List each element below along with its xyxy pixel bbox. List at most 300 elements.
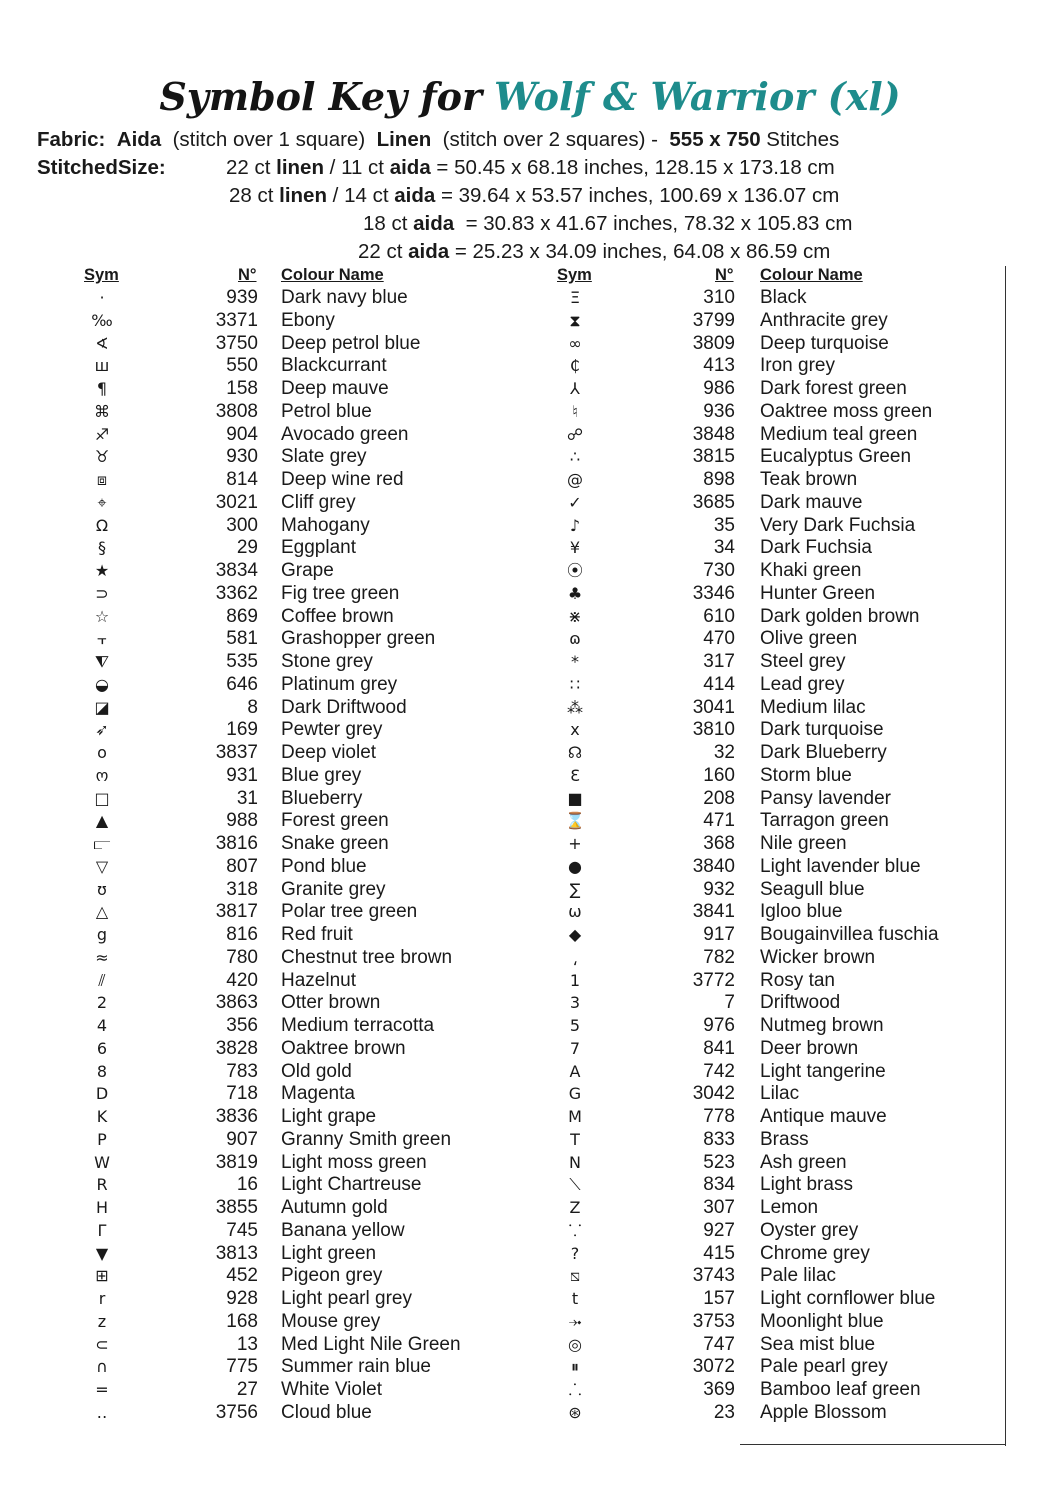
table-row [0,332,889,356]
floss-number: 745 [226,1219,258,1241]
table-row [0,764,852,788]
table-row [0,878,865,902]
floss-number: 310 [703,287,735,308]
colour-name: Med Light Nile Green [281,1333,461,1355]
symbol-glyph: ⌘ [94,401,110,421]
floss-number: 841 [703,1037,735,1059]
colour-name: Sea mist blue [760,1333,876,1355]
table-row [0,582,876,606]
colour-name: Mouse grey [281,1310,381,1332]
symbol-glyph: ⌛ [565,811,585,831]
colour-name: Very Dark Fuchsia [760,514,916,536]
stitched-size-label: StitchedSize: [37,156,166,179]
symbol-glyph: ▽ [95,856,109,876]
floss-number: 3750 [215,332,258,354]
fabric-label: Fabric: [37,128,106,151]
colour-name: Light Chartreuse [281,1174,422,1196]
symbol-glyph: ≈ [95,947,109,967]
table-row [0,1356,888,1379]
floss-number: 869 [226,605,258,627]
colour-name: Driftwood [760,992,841,1014]
header-num-right: N° [715,266,734,284]
floss-number: 452 [226,1265,258,1287]
colour-name: Pale pearl grey [760,1356,888,1378]
symbol-glyph: o [97,743,107,762]
symbol-glyph: @ [567,470,583,489]
floss-number: 3855 [215,1197,258,1218]
colour-name: Light brass [760,1174,853,1196]
colour-name: Rosy tan [760,969,835,991]
colour-name: Teak brown [760,469,858,490]
floss-number: 904 [226,423,258,445]
symbol-glyph: ◒ [95,674,109,694]
floss-number: 3371 [215,309,258,331]
symbol-glyph: 5 [569,1016,581,1035]
colour-name: Olive green [760,628,858,650]
symbol-glyph: ⸲ [572,947,578,967]
colour-name: Summer rain blue [281,1356,431,1378]
symbol-glyph: Ξ [569,288,581,307]
floss-number: 3813 [215,1242,258,1264]
colour-name: Anthracite grey [760,309,888,331]
colour-name: Petrol blue [281,400,372,422]
colour-name: Wicker brown [760,946,876,968]
floss-number: 356 [226,1015,258,1036]
symbol-glyph: ‥ [96,1402,108,1422]
table-row [0,1288,936,1311]
symbol-glyph: ʊ [97,879,107,899]
colour-name: Ash green [760,1151,847,1173]
symbol-glyph: ⁂ [567,697,583,717]
symbol-glyph: t [571,1289,579,1308]
symbol-glyph: ∢ [95,333,109,353]
colour-name: Deer brown [760,1037,859,1059]
colour-name: Granite grey [281,878,386,900]
colour-name: Snake green [281,833,389,854]
colour-name: Dark Driftwood [281,696,407,718]
colour-name: Seagull blue [760,878,865,900]
symbol-glyph: 6 [96,1038,108,1058]
floss-number: 3743 [692,1265,735,1287]
table-row [0,1242,870,1266]
table-row [0,1037,859,1061]
symbol-glyph: ∷ [569,674,581,694]
colour-name: Eucalyptus Green [760,446,912,468]
floss-number: 7 [724,992,735,1014]
symbol-glyph: A [569,1061,581,1081]
table-row [0,469,858,492]
symbol-glyph: ⊞ [95,1266,109,1286]
stitch-count-label: Stitches [766,128,840,151]
colour-name: Cliff grey [281,491,356,513]
colour-name: Light cornflower blue [760,1288,936,1309]
table-row [0,1333,876,1357]
floss-number: 3362 [215,582,258,604]
colour-name: Light grape [281,1106,377,1127]
symbol-glyph: ☆ [94,606,110,626]
floss-number: 8 [247,696,258,718]
colour-name: Granny Smith green [281,1128,452,1150]
symbol-glyph: ⋇ [568,606,582,626]
symbol-glyph: □ [94,788,110,808]
floss-number: 32 [713,742,735,763]
floss-number: 814 [226,469,258,490]
floss-number: 160 [703,764,735,786]
floss-number: 646 [226,673,258,695]
symbol-glyph: ⫟ [97,629,107,649]
floss-number: 3772 [692,969,735,991]
symbol-glyph: G [568,1084,582,1104]
colour-name: Pale lilac [760,1265,837,1287]
table-row [0,810,889,833]
symbol-glyph: 8 [96,1061,108,1081]
colour-name: Chestnut tree brown [281,946,453,968]
colour-name: Deep wine red [281,469,404,490]
symbol-glyph: ⊃ [95,583,109,603]
symbol-glyph: T [570,1129,580,1149]
header-sym-left: Sym [84,266,119,284]
symbol-glyph: ∴ [569,447,581,467]
colour-name: Medium terracotta [281,1015,435,1036]
symbol-glyph: ● [568,856,582,876]
floss-number: 782 [703,946,735,968]
symbol-glyph: ‰ [91,310,113,330]
symbol-glyph: ⸪ [568,1220,582,1240]
floss-number: 420 [226,969,258,991]
symbol-glyph: ✓ [568,492,582,512]
page-title [0,74,1060,119]
symbol-glyph: Z [569,1198,581,1217]
floss-number: 27 [236,1379,258,1400]
symbol-glyph: D [95,1084,109,1104]
floss-number: 318 [226,878,258,900]
floss-number: 939 [226,287,258,308]
floss-number: 3756 [215,1401,258,1423]
floss-number: 550 [226,355,258,377]
symbol-glyph: ⫍ [93,834,111,853]
floss-number: 928 [226,1288,258,1309]
floss-number: 3837 [215,742,258,763]
floss-number: 730 [703,560,735,581]
table-row [0,946,876,970]
symbol-glyph: Ɛ [570,765,580,785]
fabric-line [37,128,839,152]
floss-number: 816 [226,924,258,945]
table-row [0,742,887,765]
floss-number: 3809 [692,332,735,354]
floss-number: 3848 [692,423,735,445]
floss-number: 927 [703,1219,735,1241]
title-pattern-name: Wolf & Warrior (xl) [494,74,901,119]
floss-number: 807 [226,855,258,877]
colour-name: Red fruit [281,924,353,945]
floss-number: 986 [703,378,735,399]
symbol-glyph: Ω [95,515,109,535]
floss-number: 976 [703,1015,735,1036]
table-row [0,696,866,720]
symbol-glyph: ∑ [569,879,581,899]
colour-name: Oaktree moss green [760,400,933,422]
colour-name: Dark navy blue [281,287,408,308]
colour-name: Light green [281,1242,377,1264]
symbol-glyph: ⧗ [569,310,581,330]
symbol-glyph: ■ [567,788,583,808]
colour-name: Cloud blue [281,1401,372,1423]
symbol-glyph: ♪ [569,515,581,535]
floss-number: 747 [703,1333,735,1355]
floss-number: 470 [703,628,735,650]
floss-number: 13 [236,1333,258,1355]
floss-number: 208 [703,787,735,809]
symbol-glyph: ⊛ [568,1402,582,1422]
colour-name: Bougainvillea fuschia [760,924,939,945]
symbol-glyph: ★ [94,561,110,580]
colour-name: Dark forest green [760,378,907,399]
symbol-glyph: ɷ [569,629,581,649]
symbol-glyph: g [96,925,108,944]
symbol-glyph: z [97,1311,107,1331]
symbol-glyph: ⅄ [570,379,580,398]
table-row [0,1128,809,1152]
table-row [0,423,918,447]
colour-name: Light lavender blue [760,855,921,877]
floss-number: 317 [703,651,735,672]
floss-number: 535 [226,651,258,672]
floss-number: 523 [703,1151,735,1173]
symbol-glyph: ◆ [568,925,582,944]
table-row [0,1197,819,1220]
colour-name: Polar tree green [281,901,418,923]
table-row [0,855,921,879]
symbol-glyph: ? [570,1243,580,1263]
table-row [0,446,912,469]
symbol-glyph: ⊂ [95,1334,109,1354]
colour-name: Pigeon grey [281,1265,383,1287]
floss-number: 34 [713,537,735,559]
table-row [0,378,907,401]
symbol-glyph: ⟍ [569,1175,581,1195]
floss-number: 778 [703,1106,735,1127]
floss-number: 833 [703,1128,735,1150]
symbol-glyph: ◪ [94,697,110,717]
symbol-glyph: ⦿ [566,561,583,580]
floss-number: 3685 [692,491,735,513]
floss-number: 907 [226,1128,258,1150]
colour-name: Chrome grey [760,1242,870,1264]
floss-number: 780 [226,946,258,968]
symbol-glyph: ¶ [96,379,108,398]
colour-name: Dark Fuchsia [760,537,872,559]
floss-number: 471 [703,810,735,832]
colour-name: Pansy lavender [760,787,891,809]
symbol-glyph: ⸫ [568,1380,582,1399]
floss-number: 414 [703,673,735,695]
symbol-glyph: ω [568,902,582,922]
colour-name: Storm blue [760,764,852,786]
floss-number: 3828 [215,1037,258,1059]
symbol-glyph: ⌖ [97,492,107,512]
colour-name: Dark Blueberry [760,742,887,763]
symbol-glyph: ⏸ [570,1357,579,1377]
colour-name: Nutmeg brown [760,1015,884,1036]
table-row [0,355,835,378]
colour-name: Tarragon green [760,810,889,832]
floss-number: 3815 [692,446,735,468]
floss-number: 783 [226,1060,258,1082]
colour-name: Otter brown [281,992,381,1014]
floss-number: 413 [703,355,735,377]
symbol-glyph: ♣ [567,583,583,603]
floss-number: 932 [703,878,735,900]
table-row [0,309,888,333]
title-prefix: Symbol Key for [159,74,483,119]
floss-number: 3810 [692,719,735,741]
floss-number: 917 [703,924,735,945]
colour-name: Avocado green [281,423,409,445]
symbol-glyph: ♮ [572,401,578,421]
symbol-glyph: ◎ [568,1334,582,1354]
floss-number: 23 [713,1401,735,1423]
floss-number: 3840 [692,855,735,877]
colour-name: Grashopper green [281,628,436,650]
colour-name: Igloo blue [760,901,843,923]
colour-name: Hazelnut [281,969,356,991]
table-row [0,1219,859,1243]
floss-number: 31 [236,787,258,809]
symbol-glyph: = [95,1380,109,1399]
colour-name: White Violet [281,1379,383,1400]
header-sym-right: Sym [557,266,592,284]
floss-number: 3816 [215,833,258,854]
table-row [0,537,872,560]
symbol-glyph: H [95,1198,109,1217]
header-name-right: Colour Name [760,266,863,284]
floss-number: 742 [703,1060,735,1082]
floss-number: 3817 [215,901,258,923]
symbol-glyph: ⫽ [98,970,106,990]
colour-name: Deep turquoise [760,332,889,354]
floss-number: 718 [226,1083,258,1105]
symbol-glyph: § [98,538,106,558]
symbol-glyph: R [96,1175,108,1195]
table-row [0,1310,884,1334]
header-name-left: Colour Name [281,266,384,284]
colour-name: Iron grey [760,355,835,377]
symbol-glyph: ▼ [95,1243,109,1263]
colour-name: Apple Blossom [760,1401,887,1423]
stitched-size-line: 28 ct linen / 14 ct aida = 39.64 x 53.57 inches, 100.69 x 136.07 cm [229,184,840,207]
colour-name: Bamboo leaf green [760,1379,921,1400]
floss-number: 775 [226,1356,258,1378]
floss-number: 169 [226,719,258,741]
table-row [0,992,841,1015]
symbol-glyph: + [568,834,582,853]
colour-name: Magenta [281,1083,355,1105]
floss-number: 158 [226,378,258,399]
table-row [0,560,862,583]
symbol-glyph: W [94,1152,110,1172]
fabric-aida: Aida [116,128,162,151]
floss-number: 3819 [215,1151,258,1173]
floss-number: 300 [226,514,258,536]
stitched-size-line: 18 ct aida = 30.83 x 41.67 inches, 78.32 x 105.83 cm [363,212,853,235]
symbol-glyph: · [99,288,105,307]
colour-name: Medium lilac [760,696,866,718]
colour-name: Slate grey [281,446,367,468]
colour-name: Nile green [760,833,847,854]
colour-name: Dark turquoise [760,719,884,741]
colour-name: Oyster grey [760,1219,859,1241]
colour-name: Fig tree green [281,582,400,604]
table-row [0,1174,853,1197]
floss-number: 834 [703,1174,735,1196]
floss-number: 3799 [692,309,735,331]
colour-name: Blue grey [281,764,362,786]
symbol-glyph: r [98,1289,106,1308]
table-row [0,400,933,424]
colour-name: Blackcurrant [281,355,387,377]
colour-name: Ebony [281,309,335,331]
symbol-glyph: ♉ [94,447,110,467]
floss-number: 29 [236,537,258,559]
colour-name: Eggplant [281,537,357,559]
symbol-glyph: ⤞ [568,1311,582,1331]
table-border-bottom [740,1444,1006,1445]
symbol-glyph: ო [95,765,109,785]
colour-name: Light pearl grey [281,1288,412,1309]
colour-name: Khaki green [760,560,862,581]
table-row [0,1379,921,1402]
symbol-glyph: K [96,1107,108,1126]
colour-name: Medium teal green [760,423,918,445]
table-row [0,787,891,811]
colour-name: Lilac [760,1083,800,1105]
table-row [0,1060,886,1084]
floss-number: 931 [226,764,258,786]
colour-name: Pewter grey [281,719,383,741]
floss-number: 3863 [215,992,258,1014]
colour-name: Old gold [281,1060,352,1082]
table-row [0,1401,887,1425]
colour-name: Lead grey [760,673,845,695]
colour-name: Dark mauve [760,491,863,513]
table-row [0,924,939,947]
fabric-linen: Linen [376,128,432,151]
symbol-glyph: 1 [569,970,581,990]
table-row [0,969,835,993]
floss-number: 930 [226,446,258,468]
colour-name: Mahogany [281,514,370,536]
symbol-glyph: ¥ [569,538,581,558]
table-row [0,605,920,629]
floss-number: 369 [703,1379,735,1400]
colour-name: Dark golden brown [760,605,920,627]
header-num-left: N° [238,266,257,284]
symbol-glyph: ⧈ [96,470,108,489]
colour-name: Deep violet [281,742,377,763]
table-row [0,1106,887,1129]
symbol-glyph: 4 [96,1016,108,1035]
colour-name: Blueberry [281,787,363,809]
symbol-glyph: ♐ [94,424,110,444]
symbol-glyph: P [97,1129,107,1149]
table-row [0,514,916,538]
table-row [0,719,884,742]
floss-number: 3753 [692,1310,735,1332]
floss-number: 610 [703,605,735,627]
colour-name: Banana yellow [281,1219,405,1241]
floss-number: 898 [703,469,735,490]
